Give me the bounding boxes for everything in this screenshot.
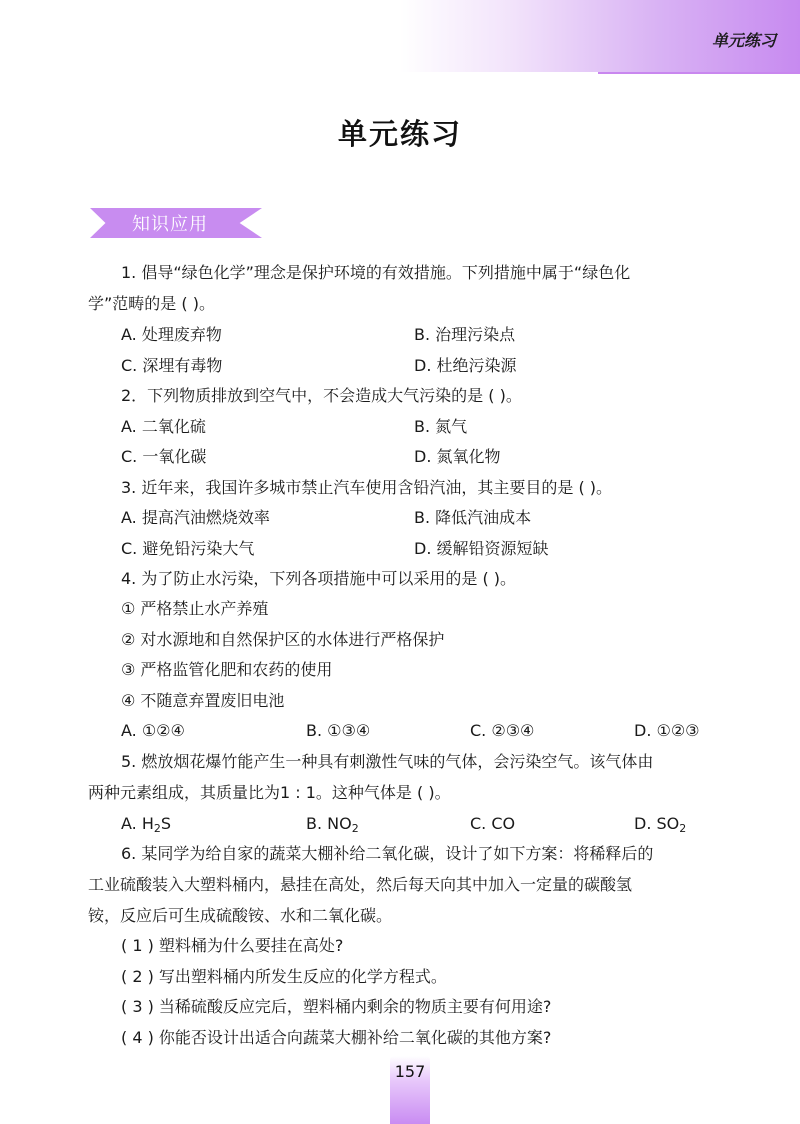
header-band	[0, 0, 800, 72]
q6-subquestion-2: ( 2 ) 写出塑料桶内所发生反应的化学方程式。	[121, 967, 447, 986]
q4-item-3: ③ 严格监管化肥和农药的使用	[121, 660, 333, 679]
q2-option-a: A. 二氧化硫	[121, 417, 206, 436]
q2-option-b: B. 氮气	[414, 417, 468, 436]
q3-option-c: C. 避免铅污染大气	[121, 539, 255, 558]
q5-option-c: C. CO	[470, 814, 516, 833]
q4-item-4: ④ 不随意弃置废旧电池	[121, 691, 285, 710]
page-number: 157	[394, 1062, 426, 1081]
q1-stem-line2: 学”范畴的是 ( )。	[88, 294, 215, 313]
q2-stem: 2．下列物质排放到空气中，不会造成大气污染的是 ( )。	[121, 386, 522, 405]
q4-item-1: ① 严格禁止水产养殖	[121, 599, 269, 618]
q1-option-b: B. 治理污染点	[414, 325, 516, 344]
q3-option-b: B. 降低汽油成本	[414, 508, 532, 527]
q4-option-d: D. ①②③	[634, 721, 700, 740]
q6-subquestion-1: ( 1 ) 塑料桶为什么要挂在高处?	[121, 936, 344, 955]
q4-option-a: A. ①②④	[121, 721, 185, 740]
q6-subquestion-4: ( 4 ) 你能否设计出适合向蔬菜大棚补给二氧化碳的其他方案?	[121, 1028, 552, 1047]
q4-option-c: C. ②③④	[470, 721, 535, 740]
q1-stem-line1: 1. 倡导“绿色化学”理念是保护环境的有效措施。下列措施中属于“绿色化	[121, 263, 631, 282]
q5-option-a: A. $H_2S$	[121, 814, 172, 835]
q4-option-b: B. ①③④	[306, 721, 371, 740]
q5-option-d: D. $SO_2$	[634, 814, 687, 835]
q1-option-c: C. 深埋有毒物	[121, 356, 223, 375]
q6-subquestion-3: ( 3 ) 当稀硫酸反应完后，塑料桶内剩余的物质主要有何用途?	[121, 997, 552, 1016]
q5-stem-line1: 5. 燃放烟花爆竹能产生一种具有刺激性气味的气体，会污染空气。该气体由	[121, 752, 654, 771]
q4-stem: 4. 为了防止水污染，下列各项措施中可以采用的是 ( )。	[121, 569, 517, 588]
q2-option-c: C. 一氧化碳	[121, 447, 207, 466]
q3-option-d: D. 缓解铅资源短缺	[414, 539, 549, 558]
q3-option-a: A. 提高汽油燃烧效率	[121, 508, 270, 527]
running-header-title: 单元练习	[711, 31, 776, 50]
q6-stem-line1: 6. 某同学为给自家的蔬菜大棚补给二氧化碳，设计了如下方案：将稀释后的	[121, 844, 654, 863]
q4-item-2: ② 对水源地和自然保护区的水体进行严格保护	[121, 630, 445, 649]
q2-option-d: D. 氮氧化物	[414, 447, 501, 466]
q1-option-a: A. 处理废弃物	[121, 325, 222, 344]
q6-stem-line2: 工业硫酸装入大塑料桶内，悬挂在高处，然后每天向其中加入一定量的碳酸氢	[88, 875, 633, 894]
q6-stem-line3: 铵，反应后可生成硫酸铵、水和二氧化碳。	[88, 906, 393, 925]
section-label: 知识应用	[132, 214, 208, 235]
q5-stem-line2: 两种元素组成，其质量比为1 : 1。这种气体是 ( )。	[88, 783, 451, 802]
q1-option-d: D. 杜绝污染源	[414, 356, 517, 375]
q3-stem: 3. 近年来，我国许多城市禁止汽车使用含铅汽油，其主要目的是 ( )。	[121, 478, 613, 497]
page-title: 单元练习	[337, 117, 462, 151]
q5-option-b: B. $NO_2$	[306, 814, 359, 835]
